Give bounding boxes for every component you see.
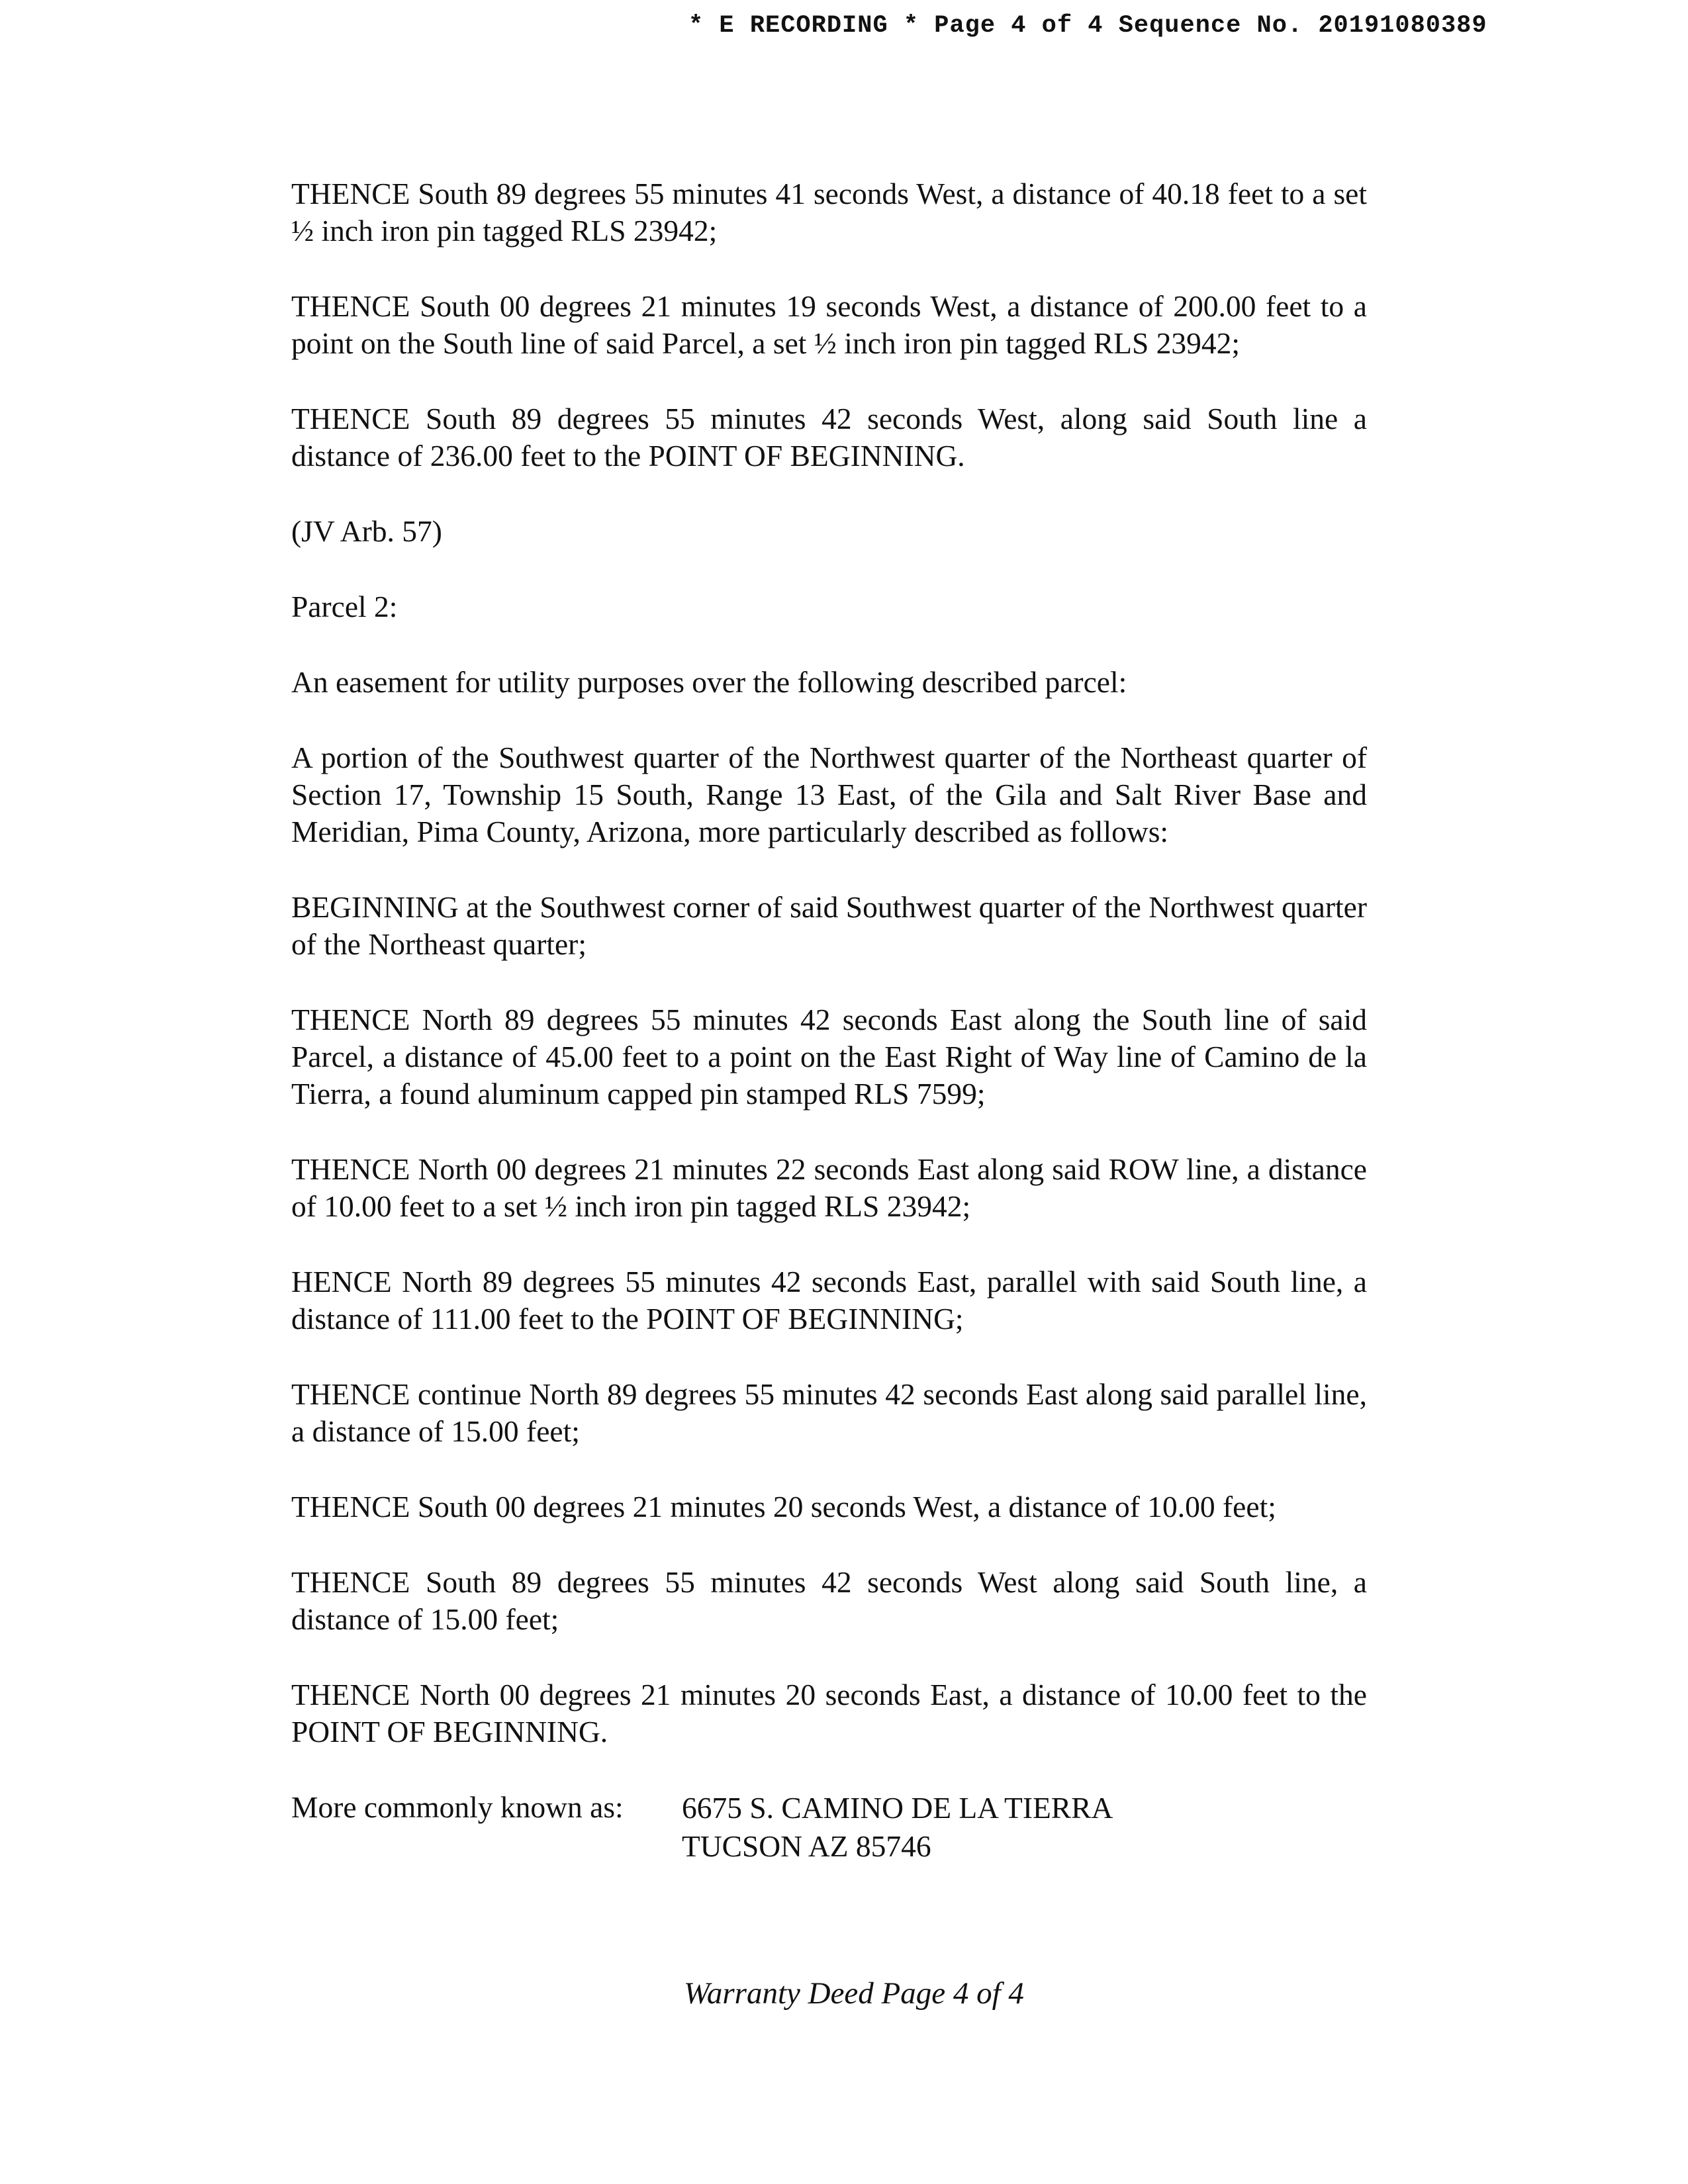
course-paragraph: THENCE continue North 89 degrees 55 minutes 42 seconds East along said parallel line, a distance of 15.00 feet; <box>291 1377 1367 1448</box>
address-lines <box>682 1789 1113 1866</box>
course-paragraph: THENCE North 89 degrees 55 minutes 42 seconds East along the South line of said Parcel, a distance of 45.00 feet to a point on the East Right of Way line of Camino de la Tierra, a found aluminum capped pin stamped RLS 7599; <box>291 1003 1367 1111</box>
course-paragraph: HENCE North 89 degrees 55 minutes 42 seconds East, parallel with said South line, a distance of 111.00 feet to the POINT OF BEGINNING; <box>291 1265 1367 1336</box>
course-paragraph: THENCE North 00 degrees 21 minutes 22 seconds East along said ROW line, a distance of 10.00 feet to a set ½ inch iron pin tagged RLS 23942; <box>291 1152 1367 1223</box>
course-paragraph: THENCE South 89 degrees 55 minutes 41 seconds West, a distance of 40.18 feet to a set ½ inch iron pin tagged RLS 23942; <box>291 177 1367 248</box>
course-paragraph: THENCE North 00 degrees 21 minutes 20 seconds East, a distance of 10.00 feet to the POINT OF BEGINNING. <box>291 1678 1367 1749</box>
address-street: 6675 S. CAMINO DE LA TIERRA <box>682 1791 1113 1825</box>
course-paragraph: THENCE South 89 degrees 55 minutes 42 seconds West, along said South line a distance of 236.00 feet to the POINT OF BEGINNING. <box>291 402 1367 473</box>
page-footer: Warranty Deed Page 4 of 4 <box>684 1976 1024 2011</box>
property-address <box>291 1789 1367 1866</box>
reference-note: (JV Arb. 57) <box>291 514 442 548</box>
easement-intro: An easement for utility purposes over the following described parcel: <box>291 665 1127 699</box>
course-paragraph: THENCE South 00 degrees 21 minutes 19 seconds West, a distance of 200.00 feet to a point on the South line of said Parcel, a set ½ inch iron pin tagged RLS 23942; <box>291 289 1367 360</box>
address-label: More commonly known as: <box>291 1790 624 1824</box>
course-paragraph: THENCE South 89 degrees 55 minutes 42 seconds West along said South line, a distance of 15.00 feet; <box>291 1565 1367 1636</box>
address-city: TUCSON AZ 85746 <box>682 1829 931 1863</box>
course-paragraph: THENCE South 00 degrees 21 minutes 20 seconds West, a distance of 10.00 feet; <box>291 1490 1276 1524</box>
parcel-heading: Parcel 2: <box>291 590 398 623</box>
legal-description <box>291 175 1367 1866</box>
beginning-point: BEGINNING at the Southwest corner of said Southwest quarter of the Northwest quarter of the Northeast quarter; <box>291 890 1367 961</box>
recording-header: * E RECORDING * Page 4 of 4 Sequence No. 20191080389 <box>688 12 1487 40</box>
parcel-location: A portion of the Southwest quarter of the Northwest quarter of the Northeast quarter of Section 17, Township 15 South, Range 13 East, of the Gila and Salt River Base and Meridian, Pima County, Arizona, more particularly described as follows: <box>291 741 1367 848</box>
